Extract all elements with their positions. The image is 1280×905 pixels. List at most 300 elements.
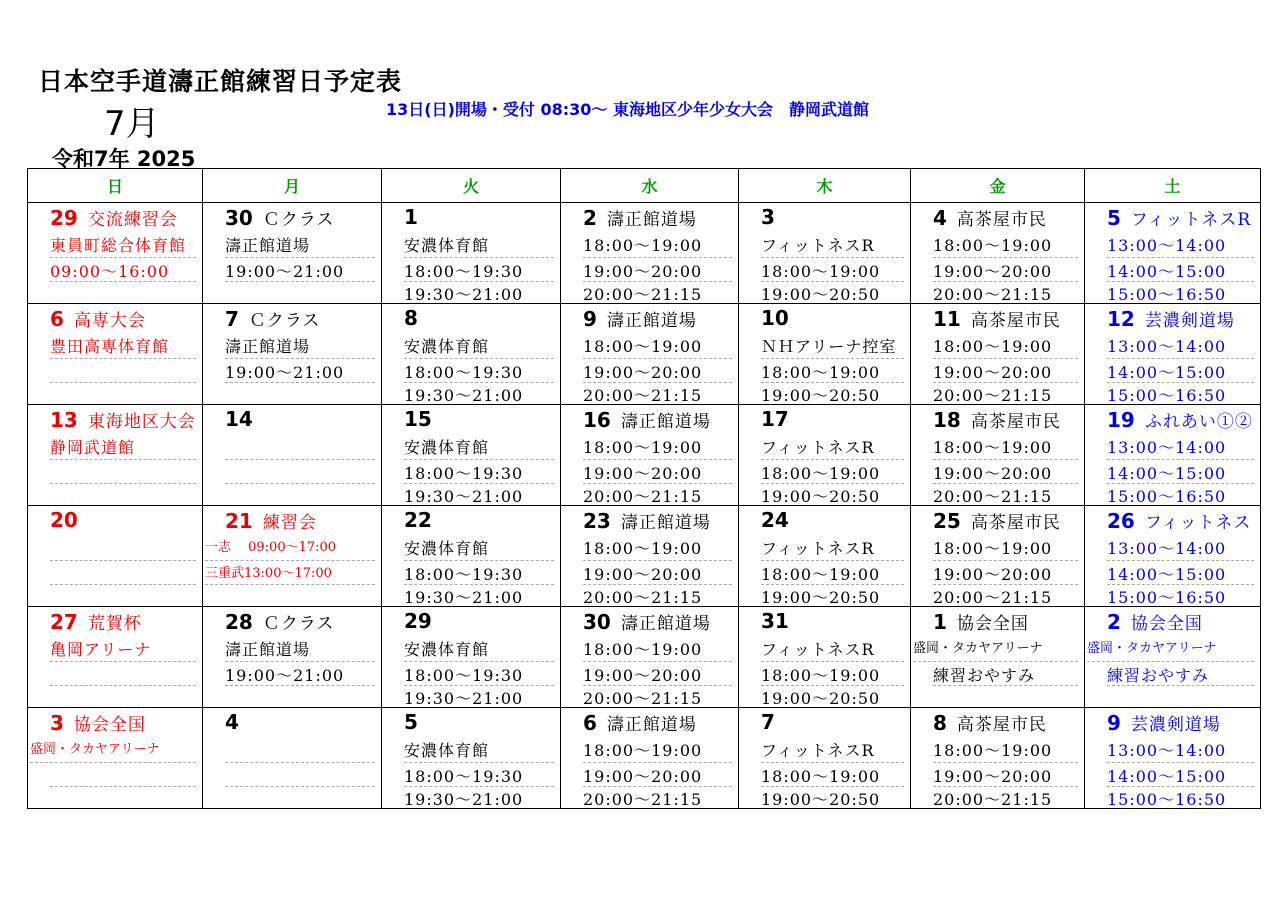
day-line-time-1: 18:00～19:30	[404, 663, 554, 686]
day-line-venue	[50, 536, 196, 561]
week-row	[28, 506, 1261, 607]
day-cell-content	[1085, 506, 1260, 606]
day-number: 7	[761, 710, 775, 734]
page-title: 日本空手道濤正館練習日予定表	[38, 67, 403, 96]
day-cell	[1085, 708, 1261, 809]
day-event-label: 協会全国	[956, 614, 1029, 634]
day-number: 25	[933, 509, 961, 533]
day-number: 11	[933, 307, 961, 331]
day-cell	[911, 607, 1085, 708]
day-line-time-2	[50, 787, 196, 808]
day-cell-content	[203, 506, 381, 606]
day-event-label: ふれあい①②	[1144, 412, 1253, 432]
day-line-time-2: 20:00～21:15	[933, 386, 1053, 404]
day-line-venue: 13:00～14:00	[1107, 435, 1254, 460]
day-number: 8	[404, 306, 418, 330]
day-cell-content	[911, 506, 1084, 606]
day-header	[1107, 508, 1251, 533]
day-header	[583, 710, 697, 735]
day-header	[583, 306, 697, 331]
day-number: 14	[225, 407, 253, 431]
day-cell-content	[739, 304, 910, 404]
day-cell	[382, 607, 561, 708]
weekday-header: 火	[382, 169, 561, 203]
day-line-venue: 盛岡・タカヤアリーナ	[30, 738, 196, 763]
day-number: 7	[225, 307, 239, 331]
day-cell	[1085, 506, 1261, 607]
day-line-time-2: 20:00～21:15	[583, 689, 703, 707]
day-cell	[203, 304, 382, 405]
day-cell-content	[203, 304, 381, 404]
weekday-header: 金	[911, 169, 1085, 203]
day-header	[933, 508, 1061, 533]
day-cell	[561, 506, 739, 607]
day-number: 9	[1107, 711, 1121, 735]
day-number: 17	[761, 407, 789, 431]
day-cell-content	[911, 203, 1084, 303]
day-line-venue: 18:00～19:00	[933, 435, 1078, 460]
day-line-time-2: 19:00～20:50	[761, 790, 881, 808]
day-number: 10	[761, 306, 789, 330]
day-line-time-1: 18:00～19:30	[404, 259, 554, 282]
day-line-time-2	[50, 484, 196, 505]
day-cell	[382, 506, 561, 607]
day-line-venue	[225, 435, 375, 460]
day-line-time-1	[50, 663, 196, 686]
day-number: 4	[933, 206, 947, 230]
day-line-venue: フィットネスR	[761, 233, 904, 258]
day-cell-content	[1085, 607, 1260, 707]
day-line-venue: 18:00～19:00	[933, 334, 1078, 359]
day-line-time-1: 18:00～19:00	[761, 259, 904, 282]
day-line-time-1: 14:00～15:00	[1107, 764, 1254, 787]
day-number: 16	[583, 408, 611, 432]
day-cell-content	[739, 607, 910, 707]
day-line-time-1: 18:00～19:00	[761, 562, 904, 585]
day-line-time-2: 15:00～16:50	[1107, 386, 1227, 404]
day-line-time-2: 15:00～16:50	[1107, 790, 1227, 808]
day-cell	[1085, 405, 1261, 506]
day-cell-content	[28, 506, 202, 606]
day-header	[761, 306, 799, 330]
day-number: 1	[933, 610, 947, 634]
day-event-label: フィットネスR	[1130, 210, 1252, 230]
day-line-time-1: 18:00～19:30	[404, 360, 554, 383]
day-cell-content	[561, 708, 738, 808]
day-number: 13	[50, 408, 78, 432]
day-line-time-1: 19:00～20:00	[933, 259, 1078, 282]
day-header	[761, 609, 799, 633]
day-line-time-2: 15:00～16:50	[1107, 487, 1227, 505]
day-header	[761, 205, 785, 229]
day-cell	[28, 203, 203, 304]
day-header	[404, 609, 442, 633]
day-line-time-2: 19:30～21:00	[404, 790, 524, 808]
day-event-label: 交流練習会	[87, 210, 178, 230]
day-header	[225, 508, 317, 533]
day-line-venue: 濤正館道場	[225, 334, 375, 359]
day-cell-content	[203, 405, 381, 505]
day-line-time-2: 19:00～20:50	[761, 689, 881, 707]
day-event-label: 練習会	[262, 513, 317, 533]
day-line-time-2	[225, 787, 375, 808]
day-line-venue: 18:00～19:00	[933, 738, 1078, 763]
day-line-venue: 18:00～19:00	[583, 435, 732, 460]
day-cell	[382, 304, 561, 405]
day-line-time-1: 19:00～20:00	[933, 461, 1078, 484]
event-notice: 13日(日)開場・受付 08:30～ 東海地区少年少女大会 静岡武道館	[386, 100, 869, 119]
day-line-time-1	[50, 562, 196, 585]
day-line-venue: フィットネスR	[761, 738, 904, 763]
day-header	[404, 508, 442, 532]
day-line-venue: 濤正館道場	[225, 637, 375, 662]
day-line-time-2	[225, 383, 375, 404]
day-line-time-1	[50, 764, 196, 787]
day-cell-content	[911, 304, 1084, 404]
day-line-time-1: 19:00～21:00	[225, 663, 375, 686]
day-line-time-2	[933, 686, 1078, 707]
day-line-time-2: 19:00～20:50	[761, 487, 881, 505]
day-line-time-1: 14:00～15:00	[1107, 360, 1254, 383]
day-number: 30	[583, 610, 611, 634]
day-header	[583, 508, 711, 533]
day-line-time-2	[50, 585, 196, 606]
day-line-venue: 安濃体育館	[404, 435, 554, 460]
day-cell	[911, 405, 1085, 506]
day-line-time-1: 18:00～19:00	[761, 360, 904, 383]
week-row	[28, 607, 1261, 708]
day-line-venue: 亀岡アリーナ	[50, 637, 196, 662]
day-cell	[561, 304, 739, 405]
day-event-label: 濤正館道場	[606, 210, 697, 230]
day-event-label: 東海地区大会	[87, 412, 196, 432]
day-line-time-2	[50, 686, 196, 707]
day-line-time-1: 19:00～21:00	[225, 360, 375, 383]
day-line-time-2: 20:00～21:15	[933, 487, 1053, 505]
day-line-time-2	[225, 484, 375, 505]
day-cell	[1085, 607, 1261, 708]
day-cell	[382, 203, 561, 304]
day-cell	[911, 506, 1085, 607]
day-line-time-1	[225, 764, 375, 787]
day-cell-content	[561, 304, 738, 404]
day-cell	[1085, 304, 1261, 405]
day-line-time-2: 20:00～21:15	[583, 386, 703, 404]
day-line-venue: 13:00～14:00	[1107, 738, 1254, 763]
day-number: 2	[1107, 610, 1121, 634]
day-cell	[911, 708, 1085, 809]
day-line-time-2: 20:00～21:15	[583, 285, 703, 303]
day-cell	[911, 304, 1085, 405]
day-line-time-1: 19:00～20:00	[583, 360, 732, 383]
day-header	[50, 508, 88, 532]
day-header	[404, 205, 428, 229]
day-number: 6	[583, 711, 597, 735]
day-cell-content	[739, 708, 910, 808]
day-cell	[382, 405, 561, 506]
day-cell-content	[911, 607, 1084, 707]
day-cell-content	[1085, 708, 1260, 808]
day-event-label: 協会全国	[1130, 614, 1203, 634]
day-number: 15	[404, 407, 432, 431]
day-cell	[28, 506, 203, 607]
day-cell-content	[28, 405, 202, 505]
day-number: 22	[404, 508, 432, 532]
day-event-label: 芸濃剣道場	[1130, 715, 1221, 735]
weekday-header: 日	[28, 169, 203, 203]
day-event-label: Ｃクラス	[248, 311, 321, 331]
day-cell	[561, 708, 739, 809]
day-cell-content	[739, 203, 910, 303]
day-header	[225, 306, 320, 331]
day-header	[225, 710, 249, 734]
day-line-venue: 豊田高専体育館	[50, 334, 196, 359]
day-line-time-2	[225, 282, 375, 303]
day-cell-content	[382, 203, 560, 303]
day-header	[404, 710, 428, 734]
day-line-venue: フィットネスR	[761, 435, 904, 460]
day-cell	[739, 203, 911, 304]
day-line-time-1: 19:00～20:00	[583, 764, 732, 787]
day-header	[50, 710, 146, 735]
day-line-time-1: 19:00～20:00	[583, 663, 732, 686]
year-label: 令和7年 2025	[52, 147, 196, 171]
day-line-time-1: 14:00～15:00	[1107, 562, 1254, 585]
day-line-venue: 安濃体育館	[404, 738, 554, 763]
day-header	[933, 609, 1029, 634]
day-line-venue: 18:00～19:00	[583, 233, 732, 258]
day-cell	[739, 708, 911, 809]
day-number: 12	[1107, 307, 1135, 331]
day-cell-content	[28, 203, 202, 303]
day-header	[50, 205, 178, 230]
day-line-time-1: 19:00～20:00	[933, 562, 1078, 585]
day-line-time-2: 19:30～21:00	[404, 386, 524, 404]
day-line-time-1: 18:00～19:30	[404, 764, 554, 787]
day-header	[1107, 609, 1203, 634]
day-line-time-2: 20:00～21:15	[933, 588, 1053, 606]
day-line-time-1: 18:00～19:00	[761, 663, 904, 686]
day-header	[583, 205, 697, 230]
day-event-label: 高専大会	[73, 311, 146, 331]
day-line-time-2: 19:00～20:50	[761, 588, 881, 606]
day-cell-content	[28, 607, 202, 707]
day-number: 26	[1107, 509, 1135, 533]
day-line-time-1	[225, 461, 375, 484]
weekday-header-row	[28, 169, 1261, 203]
day-cell-content	[203, 203, 381, 303]
day-line-time-2	[50, 282, 196, 303]
day-number: 24	[761, 508, 789, 532]
day-cell	[203, 607, 382, 708]
day-line-venue: 盛岡・タカヤアリーナ	[1087, 637, 1254, 662]
day-number: 5	[1107, 206, 1121, 230]
day-number: 8	[933, 711, 947, 735]
day-line-venue: 18:00～19:00	[933, 233, 1078, 258]
day-line-venue: 18:00～19:00	[583, 334, 732, 359]
day-line-time-2: 20:00～21:15	[933, 790, 1053, 808]
day-header	[933, 205, 1047, 230]
day-event-label: Ｃクラス	[262, 210, 335, 230]
day-cell-content	[1085, 304, 1260, 404]
day-line-venue: 13:00～14:00	[1107, 536, 1254, 561]
day-header	[50, 609, 142, 634]
day-cell	[203, 506, 382, 607]
day-number: 3	[761, 205, 775, 229]
day-event-label: 濤正館道場	[620, 412, 711, 432]
day-line-time-1: 18:00～19:00	[761, 461, 904, 484]
day-event-label: 濤正館道場	[606, 715, 697, 735]
day-number: 1	[404, 205, 418, 229]
day-line-time-2: 19:30～21:00	[404, 689, 524, 707]
day-cell	[203, 405, 382, 506]
day-event-label: 濤正館道場	[620, 614, 711, 634]
day-header	[404, 407, 442, 431]
day-line-time-1: 練習おやすみ	[933, 663, 1078, 686]
day-cell-content	[911, 708, 1084, 808]
day-header	[225, 407, 263, 431]
day-event-label: 濤正館道場	[606, 311, 697, 331]
day-line-venue: 盛岡・タカヤアリーナ	[913, 637, 1078, 662]
day-line-time-2: 19:00～20:50	[761, 386, 881, 404]
weekday-header: 木	[739, 169, 911, 203]
day-header	[933, 306, 1061, 331]
day-line-time-1: 18:00～19:30	[404, 461, 554, 484]
day-cell	[911, 203, 1085, 304]
day-line-time-2	[50, 383, 196, 404]
day-header	[1107, 407, 1253, 432]
day-header	[1107, 306, 1235, 331]
day-line-venue: フィットネスR	[761, 536, 904, 561]
day-cell	[203, 708, 382, 809]
day-event-label: フィットネス	[1144, 513, 1252, 533]
day-cell	[203, 203, 382, 304]
month-label: 7月	[104, 104, 160, 144]
day-line-time-1: 14:00～15:00	[1107, 461, 1254, 484]
day-line-venue: 18:00～19:00	[583, 738, 732, 763]
day-number: 6	[50, 307, 64, 331]
day-cell	[1085, 203, 1261, 304]
day-line-venue: 一志 09:00～17:00	[205, 536, 375, 561]
day-line-time-2: 15:00～16:50	[1107, 588, 1227, 606]
day-cell	[739, 607, 911, 708]
weekday-header: 月	[203, 169, 382, 203]
day-cell-content	[739, 506, 910, 606]
day-header	[1107, 205, 1251, 230]
day-number: 30	[225, 206, 253, 230]
day-cell-content	[203, 607, 381, 707]
day-line-time-2: 20:00～21:15	[583, 790, 703, 808]
day-line-time-1: 18:00～19:30	[404, 562, 554, 585]
day-line-time-2: 19:30～21:00	[404, 487, 524, 505]
day-line-venue: 東員町総合体育館	[50, 233, 196, 258]
day-line-time-2: 20:00～21:15	[583, 588, 703, 606]
day-cell	[28, 405, 203, 506]
day-number: 18	[933, 408, 961, 432]
day-cell	[28, 304, 203, 405]
day-number: 19	[1107, 408, 1135, 432]
day-number: 27	[50, 610, 78, 634]
day-line-time-1: 19:00～20:00	[583, 461, 732, 484]
day-header	[933, 710, 1047, 735]
day-cell	[28, 708, 203, 809]
day-cell	[561, 405, 739, 506]
day-header	[933, 407, 1061, 432]
day-line-venue: ＮＨアリーナ控室	[761, 334, 904, 359]
day-line-time-2	[225, 585, 375, 606]
day-header	[761, 710, 785, 734]
day-line-time-1: 三重武13:00～17:00	[205, 562, 375, 585]
day-number: 21	[225, 509, 253, 533]
day-line-time-2: 19:30～21:00	[404, 588, 524, 606]
day-line-venue: 13:00～14:00	[1107, 334, 1254, 359]
day-cell	[739, 405, 911, 506]
day-header	[761, 407, 799, 431]
day-line-time-2: 20:00～21:15	[583, 487, 703, 505]
day-line-time-1	[50, 461, 196, 484]
day-header	[50, 407, 196, 432]
day-line-time-2: 15:00～16:50	[1107, 285, 1227, 303]
day-cell-content	[739, 405, 910, 505]
day-cell-content	[561, 506, 738, 606]
day-line-venue: フィットネスR	[761, 637, 904, 662]
day-line-venue: 安濃体育館	[404, 637, 554, 662]
day-header	[761, 508, 799, 532]
day-line-time-2	[1107, 686, 1254, 707]
day-line-time-1: 19:00～20:00	[583, 259, 732, 282]
day-cell-content	[382, 405, 560, 505]
day-cell-content	[561, 607, 738, 707]
day-number: 2	[583, 206, 597, 230]
day-line-time-1: 19:00～20:00	[933, 360, 1078, 383]
day-header	[50, 306, 146, 331]
day-header	[225, 205, 334, 230]
day-event-label: 高茶屋市民	[956, 715, 1047, 735]
day-number: 29	[404, 609, 432, 633]
day-event-label: 高茶屋市民	[970, 311, 1061, 331]
day-event-label: 濤正館道場	[620, 513, 711, 533]
day-cell-content	[382, 506, 560, 606]
week-row	[28, 708, 1261, 809]
day-cell	[382, 708, 561, 809]
day-header	[583, 609, 711, 634]
day-cell	[739, 506, 911, 607]
day-line-time-1: 練習おやすみ	[1107, 663, 1254, 686]
day-line-time-2: 20:00～21:15	[933, 285, 1053, 303]
day-number: 20	[50, 508, 78, 532]
day-cell-content	[1085, 203, 1260, 303]
day-event-label: 高茶屋市民	[956, 210, 1047, 230]
day-event-label: 芸濃剣道場	[1144, 311, 1235, 331]
day-header	[404, 306, 428, 330]
day-cell-content	[28, 304, 202, 404]
day-cell	[739, 304, 911, 405]
day-number: 3	[50, 711, 64, 735]
week-row	[28, 203, 1261, 304]
weekday-header: 水	[561, 169, 739, 203]
day-cell-content	[911, 405, 1084, 505]
day-cell-content	[203, 708, 381, 808]
day-line-venue: 18:00～19:00	[583, 637, 732, 662]
day-line-time-2	[225, 686, 375, 707]
day-number: 5	[404, 710, 418, 734]
week-row	[28, 304, 1261, 405]
day-line-venue: 13:00～14:00	[1107, 233, 1254, 258]
day-event-label: 協会全国	[73, 715, 146, 735]
weekday-header: 土	[1085, 169, 1261, 203]
day-line-venue: 安濃体育館	[404, 233, 554, 258]
day-line-venue: 静岡武道館	[50, 435, 196, 460]
